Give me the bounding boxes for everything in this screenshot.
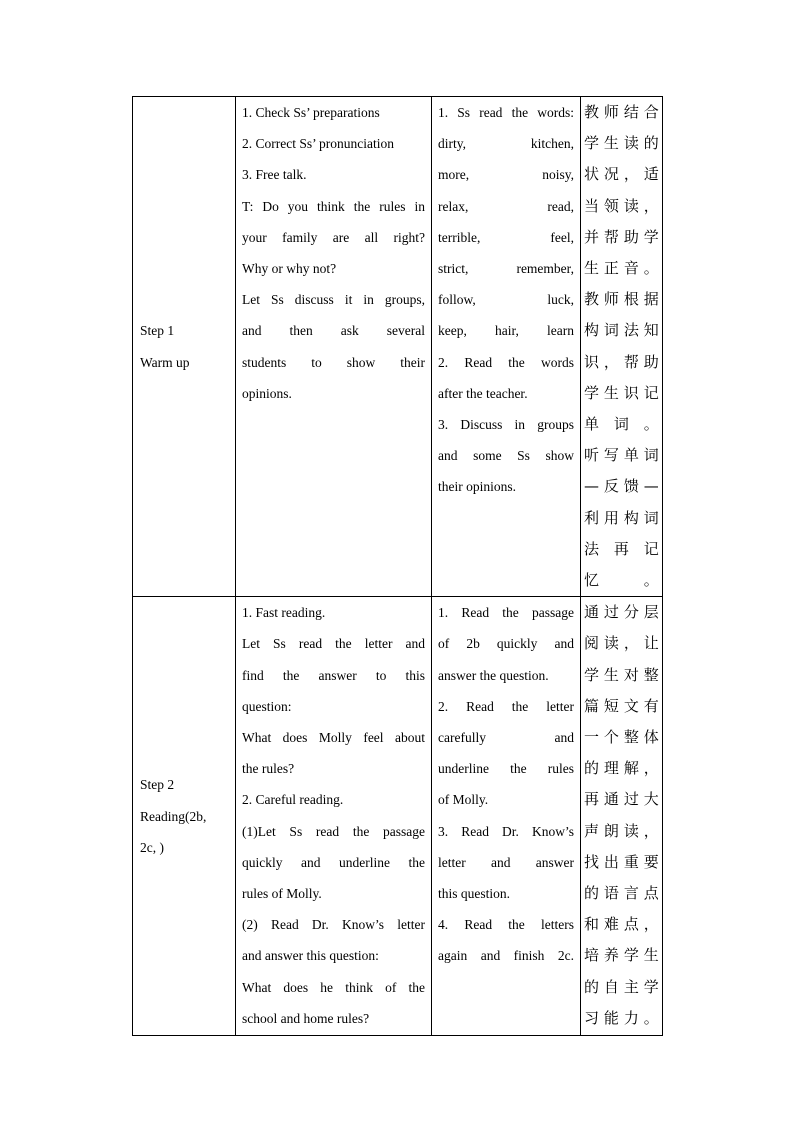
activity-line: find the answer to this xyxy=(242,667,425,683)
activity-line: Let Ss discuss it in groups, xyxy=(242,292,425,308)
activity-line: and some Ss show xyxy=(438,448,574,464)
intent-line: 的理解， xyxy=(584,759,659,778)
intent-line: 构词法知 xyxy=(584,321,659,340)
activity-line: 3. Free talk. xyxy=(242,167,307,183)
activity-line: 3. Read Dr. Know’s xyxy=(438,823,574,839)
intent-line: 篇短文有 xyxy=(584,696,659,715)
intent-line: 教师结合 xyxy=(584,103,659,121)
activity-line: letter and answer xyxy=(438,854,574,870)
activity-line: (2) Read Dr. Know’s letter xyxy=(242,917,425,933)
activity-line: and answer this question: xyxy=(242,948,379,964)
step-number: Step 2 xyxy=(140,777,175,793)
intent-line: 的语言点 xyxy=(584,884,659,903)
activity-line: follow, luck, xyxy=(438,292,574,308)
intent-line: 法再记忆。 xyxy=(584,539,659,590)
table-row-step-1 xyxy=(133,97,663,597)
intent-line: 并帮助学 xyxy=(584,227,659,246)
activity-line: 1. Fast reading. xyxy=(242,605,326,621)
activity-line: school and home rules? xyxy=(242,1010,370,1026)
intent-line: 利用构词 xyxy=(584,508,659,527)
activity-line: of Molly. xyxy=(438,792,489,808)
intent-line: 的自主学 xyxy=(584,977,659,996)
design-intent-cell xyxy=(581,97,663,597)
intent-line: 当领读， xyxy=(584,196,659,215)
intent-line: 学生读的 xyxy=(584,134,659,153)
student-activity-cell xyxy=(432,597,581,1036)
intent-line: 学生识记 xyxy=(584,383,659,402)
activity-line: 1. Check Ss’ preparations xyxy=(242,105,380,120)
activity-line: dirty, kitchen, xyxy=(438,136,574,152)
intent-line: 习能力。 xyxy=(584,1008,659,1027)
activity-line: 4. Read the letters xyxy=(438,917,574,933)
step-cell xyxy=(133,97,236,597)
step-title: Reading(2b, xyxy=(140,808,207,824)
activity-line: 2. Read the letter xyxy=(438,698,574,714)
step-cell xyxy=(133,597,236,1036)
activity-line: answer the question. xyxy=(438,667,549,683)
activity-line: terrible, feel, xyxy=(438,229,574,245)
activity-line: quickly and underline the xyxy=(242,854,425,870)
design-intent-cell xyxy=(581,597,663,1036)
intent-line: 找出重要 xyxy=(584,852,659,871)
activity-line: after the teacher. xyxy=(438,385,528,401)
intent-line: 教师根据 xyxy=(584,290,659,309)
activity-line: rules of Molly. xyxy=(242,886,322,902)
activity-line: What does Molly feel about xyxy=(242,730,425,746)
intent-line: 状况，适 xyxy=(584,165,659,184)
activity-line: opinions. xyxy=(242,385,292,401)
intent-line: —反馈— xyxy=(584,477,659,496)
intent-line: 再通过大 xyxy=(584,790,659,809)
intent-line: 学生对整 xyxy=(584,665,659,684)
intent-line: 识，帮助 xyxy=(584,352,659,371)
activity-line: your family are all right? xyxy=(242,229,425,245)
intent-line: 一个整体 xyxy=(584,728,659,747)
activity-line: Why or why not? xyxy=(242,261,337,277)
activity-line: question: xyxy=(242,698,292,714)
activity-line: keep, hair, learn xyxy=(438,323,574,339)
activity-line: carefully and xyxy=(438,730,574,746)
intent-line: 听写单词 xyxy=(584,446,659,465)
activity-line: T: Do you think the rules in xyxy=(242,198,425,214)
activity-line: 2. Careful reading. xyxy=(242,792,344,808)
activity-line: What does he think of the xyxy=(242,979,425,995)
activity-line: strict, remember, xyxy=(438,261,574,277)
intent-line: 声朗读， xyxy=(584,821,659,840)
step-title-cont: 2c, ) xyxy=(140,839,164,855)
activity-line: 1. Read the passage xyxy=(438,605,574,621)
step-number: Step 1 xyxy=(140,323,175,339)
activity-line: underline the rules xyxy=(438,761,574,777)
intent-line: 生正音。 xyxy=(584,259,659,278)
activity-line: 1. Ss read the words: xyxy=(438,105,574,120)
intent-line: 和难点， xyxy=(584,915,659,934)
activity-line: students to show their xyxy=(242,354,425,370)
activity-line: 3. Discuss in groups xyxy=(438,417,574,433)
activity-line: their opinions. xyxy=(438,479,516,495)
activity-line: again and finish 2c. xyxy=(438,948,574,964)
activity-line: 2. Correct Ss’ pronunciation xyxy=(242,136,394,152)
teacher-activity-cell xyxy=(236,597,432,1036)
activity-line: Let Ss read the letter and xyxy=(242,636,425,652)
activity-line: of 2b quickly and xyxy=(438,636,574,652)
activity-line: and then ask several xyxy=(242,323,425,339)
activity-line: the rules? xyxy=(242,761,295,777)
step-title: Warm up xyxy=(140,354,190,370)
intent-line: 通过分层 xyxy=(584,603,659,622)
student-activity-cell xyxy=(432,97,581,597)
intent-line: 阅读，让 xyxy=(584,634,659,653)
intent-line: 单 词 。 xyxy=(584,415,659,434)
activity-line: more, noisy, xyxy=(438,167,574,183)
activity-line: (1)Let Ss read the passage xyxy=(242,823,425,839)
table-row-step-2 xyxy=(133,597,663,1036)
activity-line: 2. Read the words xyxy=(438,354,574,370)
activity-line: this question. xyxy=(438,886,511,902)
activity-line: relax, read, xyxy=(438,198,574,214)
intent-line: 培养学生 xyxy=(584,946,659,965)
lesson-plan-table xyxy=(132,96,663,1036)
teacher-activity-cell xyxy=(236,97,432,597)
